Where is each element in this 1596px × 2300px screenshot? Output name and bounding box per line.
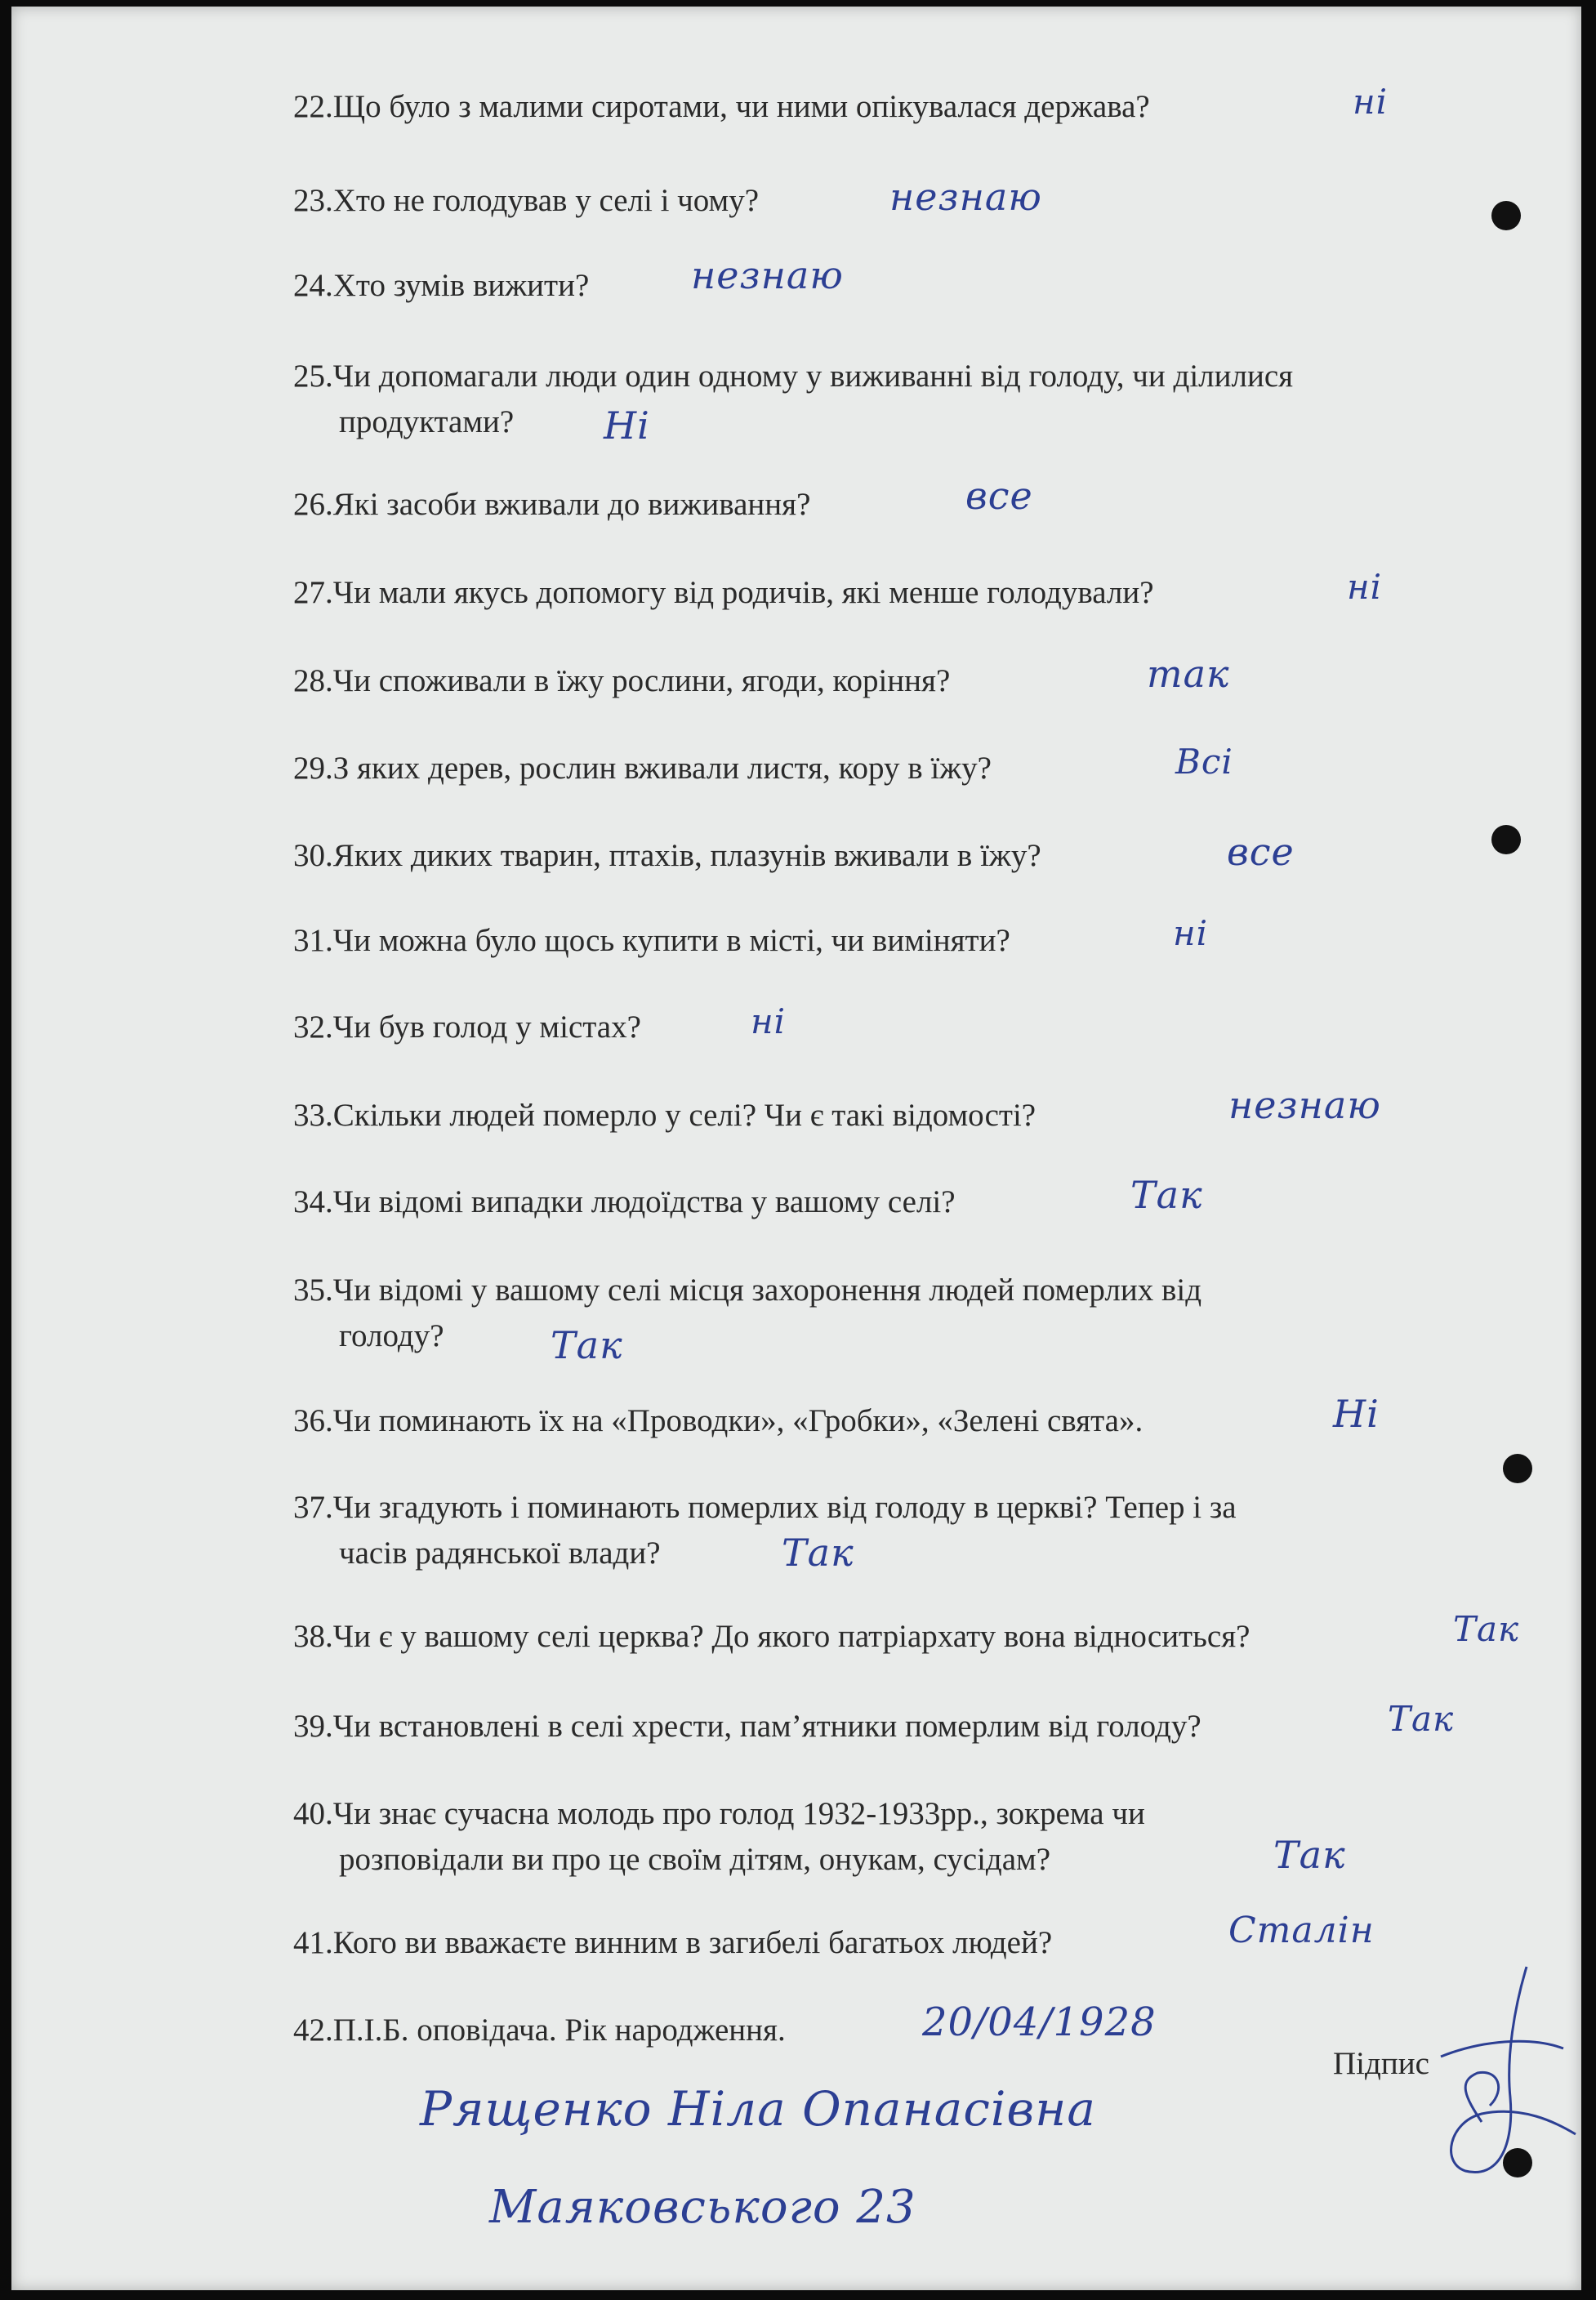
document-page (11, 7, 1581, 2290)
question-number: 34. (293, 1184, 333, 1219)
question-25 (293, 354, 1293, 445)
answer-27: ні (1347, 567, 1383, 607)
answer-22: ні (1353, 82, 1389, 122)
question-24 (293, 263, 589, 309)
question-35 (293, 1268, 1201, 1359)
question-text-line2: розповідали ви про це своїм дітям, онукам, сусідам? (339, 1842, 1051, 1877)
question-text: Чи мали якусь допомогу від родичів, які менше голодували? (332, 575, 1154, 610)
question-text: Чи можна було щось купити в місті, чи виміняти? (332, 923, 1010, 958)
question-number: 31. (293, 923, 333, 958)
question-number: 33. (293, 1098, 333, 1133)
question-number: 32. (293, 1010, 333, 1045)
question-number: 23. (293, 183, 333, 218)
answer-29: Всі (1175, 742, 1233, 782)
question-text: Чи поминають їх на «Проводки», «Гробки», «Зелені свята». (332, 1403, 1144, 1438)
question-text: Чи був голод у містах? (332, 1010, 641, 1045)
handwritten-name: Рященко Ніла Опанасівна (420, 2081, 1096, 2137)
question-text: Чи згадують і поминають померлих від голоду в церкві? Тепер і за (332, 1490, 1237, 1525)
question-text: Які засоби вживали до виживання? (332, 487, 811, 522)
question-number: 25. (293, 359, 333, 394)
question-number: 37. (293, 1490, 333, 1525)
answer-31: ні (1173, 913, 1209, 953)
question-number: 22. (293, 89, 333, 124)
question-37 (293, 1485, 1237, 1576)
question-number: 41. (293, 1925, 333, 1960)
question-number: 24. (293, 268, 333, 303)
punch-hole (1503, 1454, 1532, 1483)
question-text: Хто не голодував у селі і чому? (332, 183, 760, 218)
answer-40: Так (1273, 1833, 1346, 1877)
answer-30: все (1227, 830, 1295, 874)
question-number: 42. (293, 2012, 333, 2048)
answer-39: Так (1388, 1699, 1455, 1739)
question-text: Чи відомі у вашому селі місця захоронення людей померлих від (332, 1273, 1202, 1308)
question-text: П.І.Б. оповідача. Рік народження. (332, 2012, 786, 2048)
question-28 (293, 658, 950, 704)
question-31 (293, 918, 1010, 964)
question-38 (293, 1614, 1250, 1660)
question-number: 30. (293, 838, 333, 873)
question-26 (293, 482, 810, 528)
answer-37: Так (782, 1531, 854, 1575)
question-36 (293, 1398, 1143, 1444)
answer-25: Ні (604, 403, 650, 448)
question-number: 39. (293, 1709, 333, 1744)
question-text: Хто зумів вижити? (332, 268, 590, 303)
question-text: Чи знає сучасна молодь про голод 1932-1933рр., зокрема чи (332, 1796, 1145, 1831)
question-39 (293, 1704, 1201, 1750)
answer-34: Так (1130, 1173, 1203, 1217)
question-text: Чи є у вашому селі церква? До якого патріархату вона відноситься? (332, 1619, 1250, 1654)
question-33 (293, 1093, 1036, 1139)
question-number: 40. (293, 1796, 333, 1831)
question-text: Що було з малими сиротами, чи ними опікувалася держава? (332, 89, 1150, 124)
question-number: 28. (293, 663, 333, 698)
answer-23: незнаю (889, 175, 1042, 219)
answer-33: незнаю (1228, 1083, 1381, 1127)
answer-26: все (965, 474, 1033, 518)
question-number: 26. (293, 487, 333, 522)
answer-24: незнаю (691, 253, 844, 297)
question-29 (293, 746, 992, 791)
punch-hole (1491, 825, 1521, 854)
punch-hole (1503, 2148, 1532, 2177)
answer-36: Ні (1333, 1392, 1380, 1436)
question-41 (293, 1920, 1052, 1966)
punch-hole (1491, 201, 1521, 230)
answer-35: Так (551, 1323, 623, 1367)
question-text: Кого ви вважаєте винним в загибелі багатьох людей? (332, 1925, 1053, 1960)
question-34 (293, 1179, 956, 1225)
question-text-line2: голоду? (339, 1318, 444, 1353)
question-text-line2: продуктами? (339, 404, 515, 439)
handwritten-address: Маяковського 23 (489, 2181, 916, 2234)
answer-28: так (1147, 652, 1230, 696)
question-42 (293, 2008, 786, 2053)
question-27 (293, 570, 1154, 616)
question-23 (293, 178, 759, 224)
answer-42-birth-date: 20/04/1928 (922, 1999, 1157, 2045)
question-text: Чи допомагали люди один одному у виживанні від голоду, чи ділилися (332, 359, 1294, 394)
question-40 (293, 1791, 1145, 1883)
question-text: Чи відомі випадки людоїдства у вашому селі? (332, 1184, 956, 1219)
answer-38: Так (1453, 1609, 1520, 1649)
question-text: Яких диких тварин, птахів, плазунів вживали в їжу? (332, 838, 1041, 873)
signature-label: Підпис (1333, 2046, 1429, 2081)
question-text: З яких дерев, рослин вживали листя, кору в їжу? (332, 751, 992, 786)
question-text: Чи встановлені в селі хрести, пам’ятники померлим від голоду? (332, 1709, 1201, 1744)
question-number: 35. (293, 1273, 333, 1308)
question-number: 38. (293, 1619, 333, 1654)
question-text-line2: часів радянської влади? (339, 1536, 661, 1571)
question-32 (293, 1005, 641, 1050)
question-number: 29. (293, 751, 333, 786)
question-number: 36. (293, 1403, 333, 1438)
question-30 (293, 833, 1041, 879)
question-number: 27. (293, 575, 333, 610)
question-text: Чи споживали в їжу рослини, ягоди, коріння? (332, 663, 951, 698)
answer-41: Сталін (1228, 1910, 1375, 1951)
question-text: Скільки людей померло у селі? Чи є такі відомості? (332, 1098, 1037, 1133)
question-22 (293, 84, 1150, 130)
answer-32: ні (751, 1001, 787, 1041)
